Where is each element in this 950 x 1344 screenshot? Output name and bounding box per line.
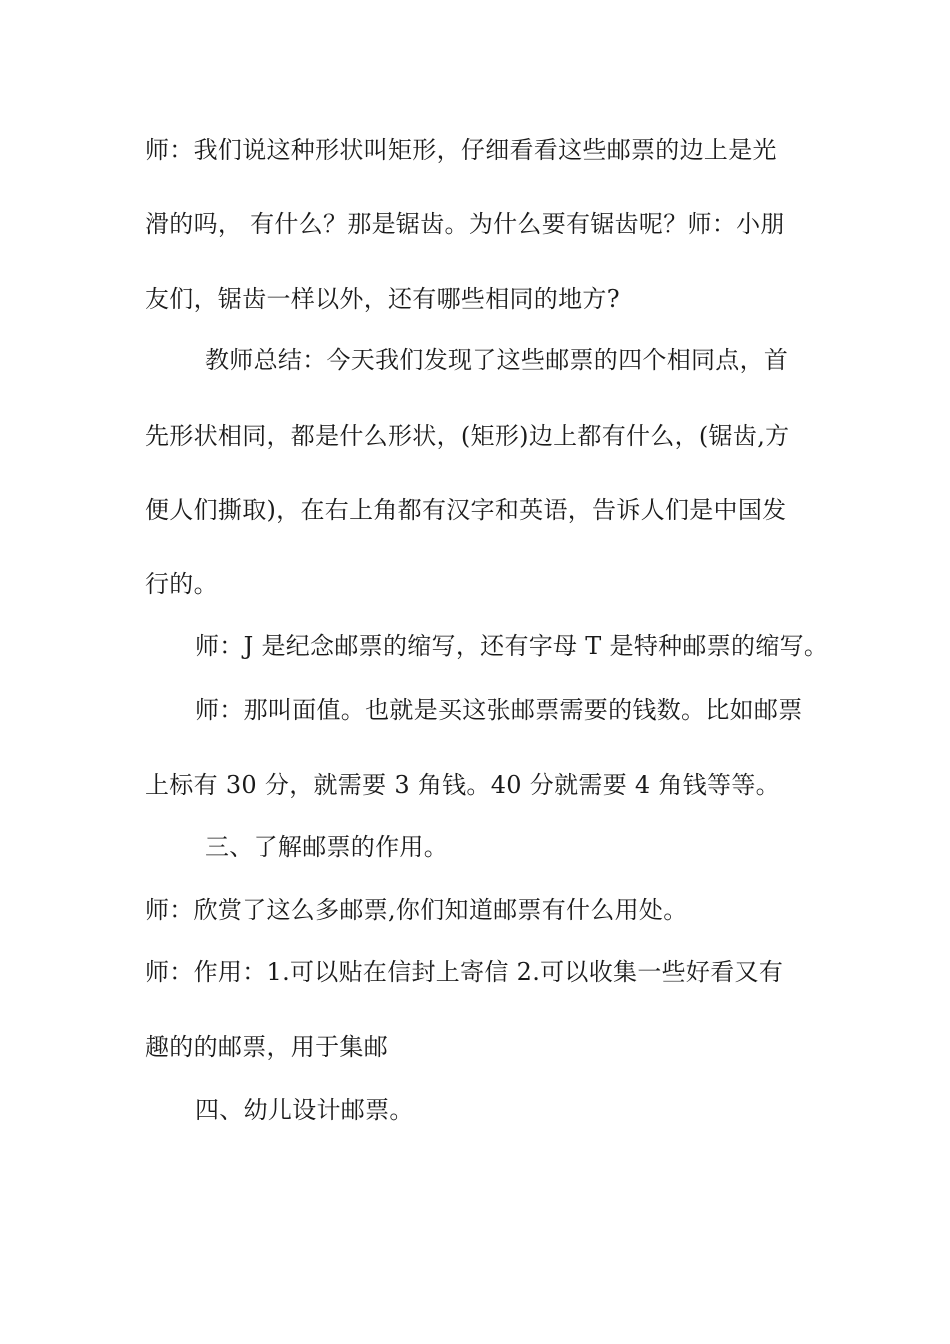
teacher-line-use-question: 师：欣赏了这么多邮票,你们知道邮票有什么用处。 [145,896,688,924]
section-heading-4: 四、幼儿设计邮票。 [195,1096,414,1124]
section-heading-3: 三、了解邮票的作用。 [205,833,448,861]
summary-line-2: 先形状相同，都是什么形状，(矩形)边上都有什么，(锯齿,方 [145,422,790,450]
paragraph-line-3: 友们，锯齿一样以外，还有哪些相同的地方? [145,285,620,313]
summary-line-1: 教师总结：今天我们发现了这些邮票的四个相同点，首 [205,346,789,374]
teacher-line-value-1: 师：那叫面值。也就是买这张邮票需要的钱数。比如邮票 [195,696,803,724]
summary-line-3: 便人们撕取)，在右上角都有汉字和英语，告诉人们是中国发 [145,496,787,524]
teacher-line-use-2: 趣的的邮票，用于集邮 [145,1033,388,1061]
paragraph-line-2: 滑的吗， 有什么？那是锯齿。为什么要有锯齿呢？师：小朋 [145,210,785,238]
teacher-line-j: 师：J 是纪念邮票的缩写，还有字母 T 是特种邮票的缩写。 [195,632,829,660]
teacher-line-use-1: 师：作用：1.可以贴在信封上寄信 2.可以收集一些好看又有 [145,958,784,986]
paragraph-line-1: 师：我们说这种形状叫矩形，仔细看看这些邮票的边上是光 [145,136,777,164]
teacher-line-value-2: 上标有 30 分，就需要 3 角钱。40 分就需要 4 角钱等等。 [145,771,780,799]
summary-line-4: 行的。 [145,570,218,598]
